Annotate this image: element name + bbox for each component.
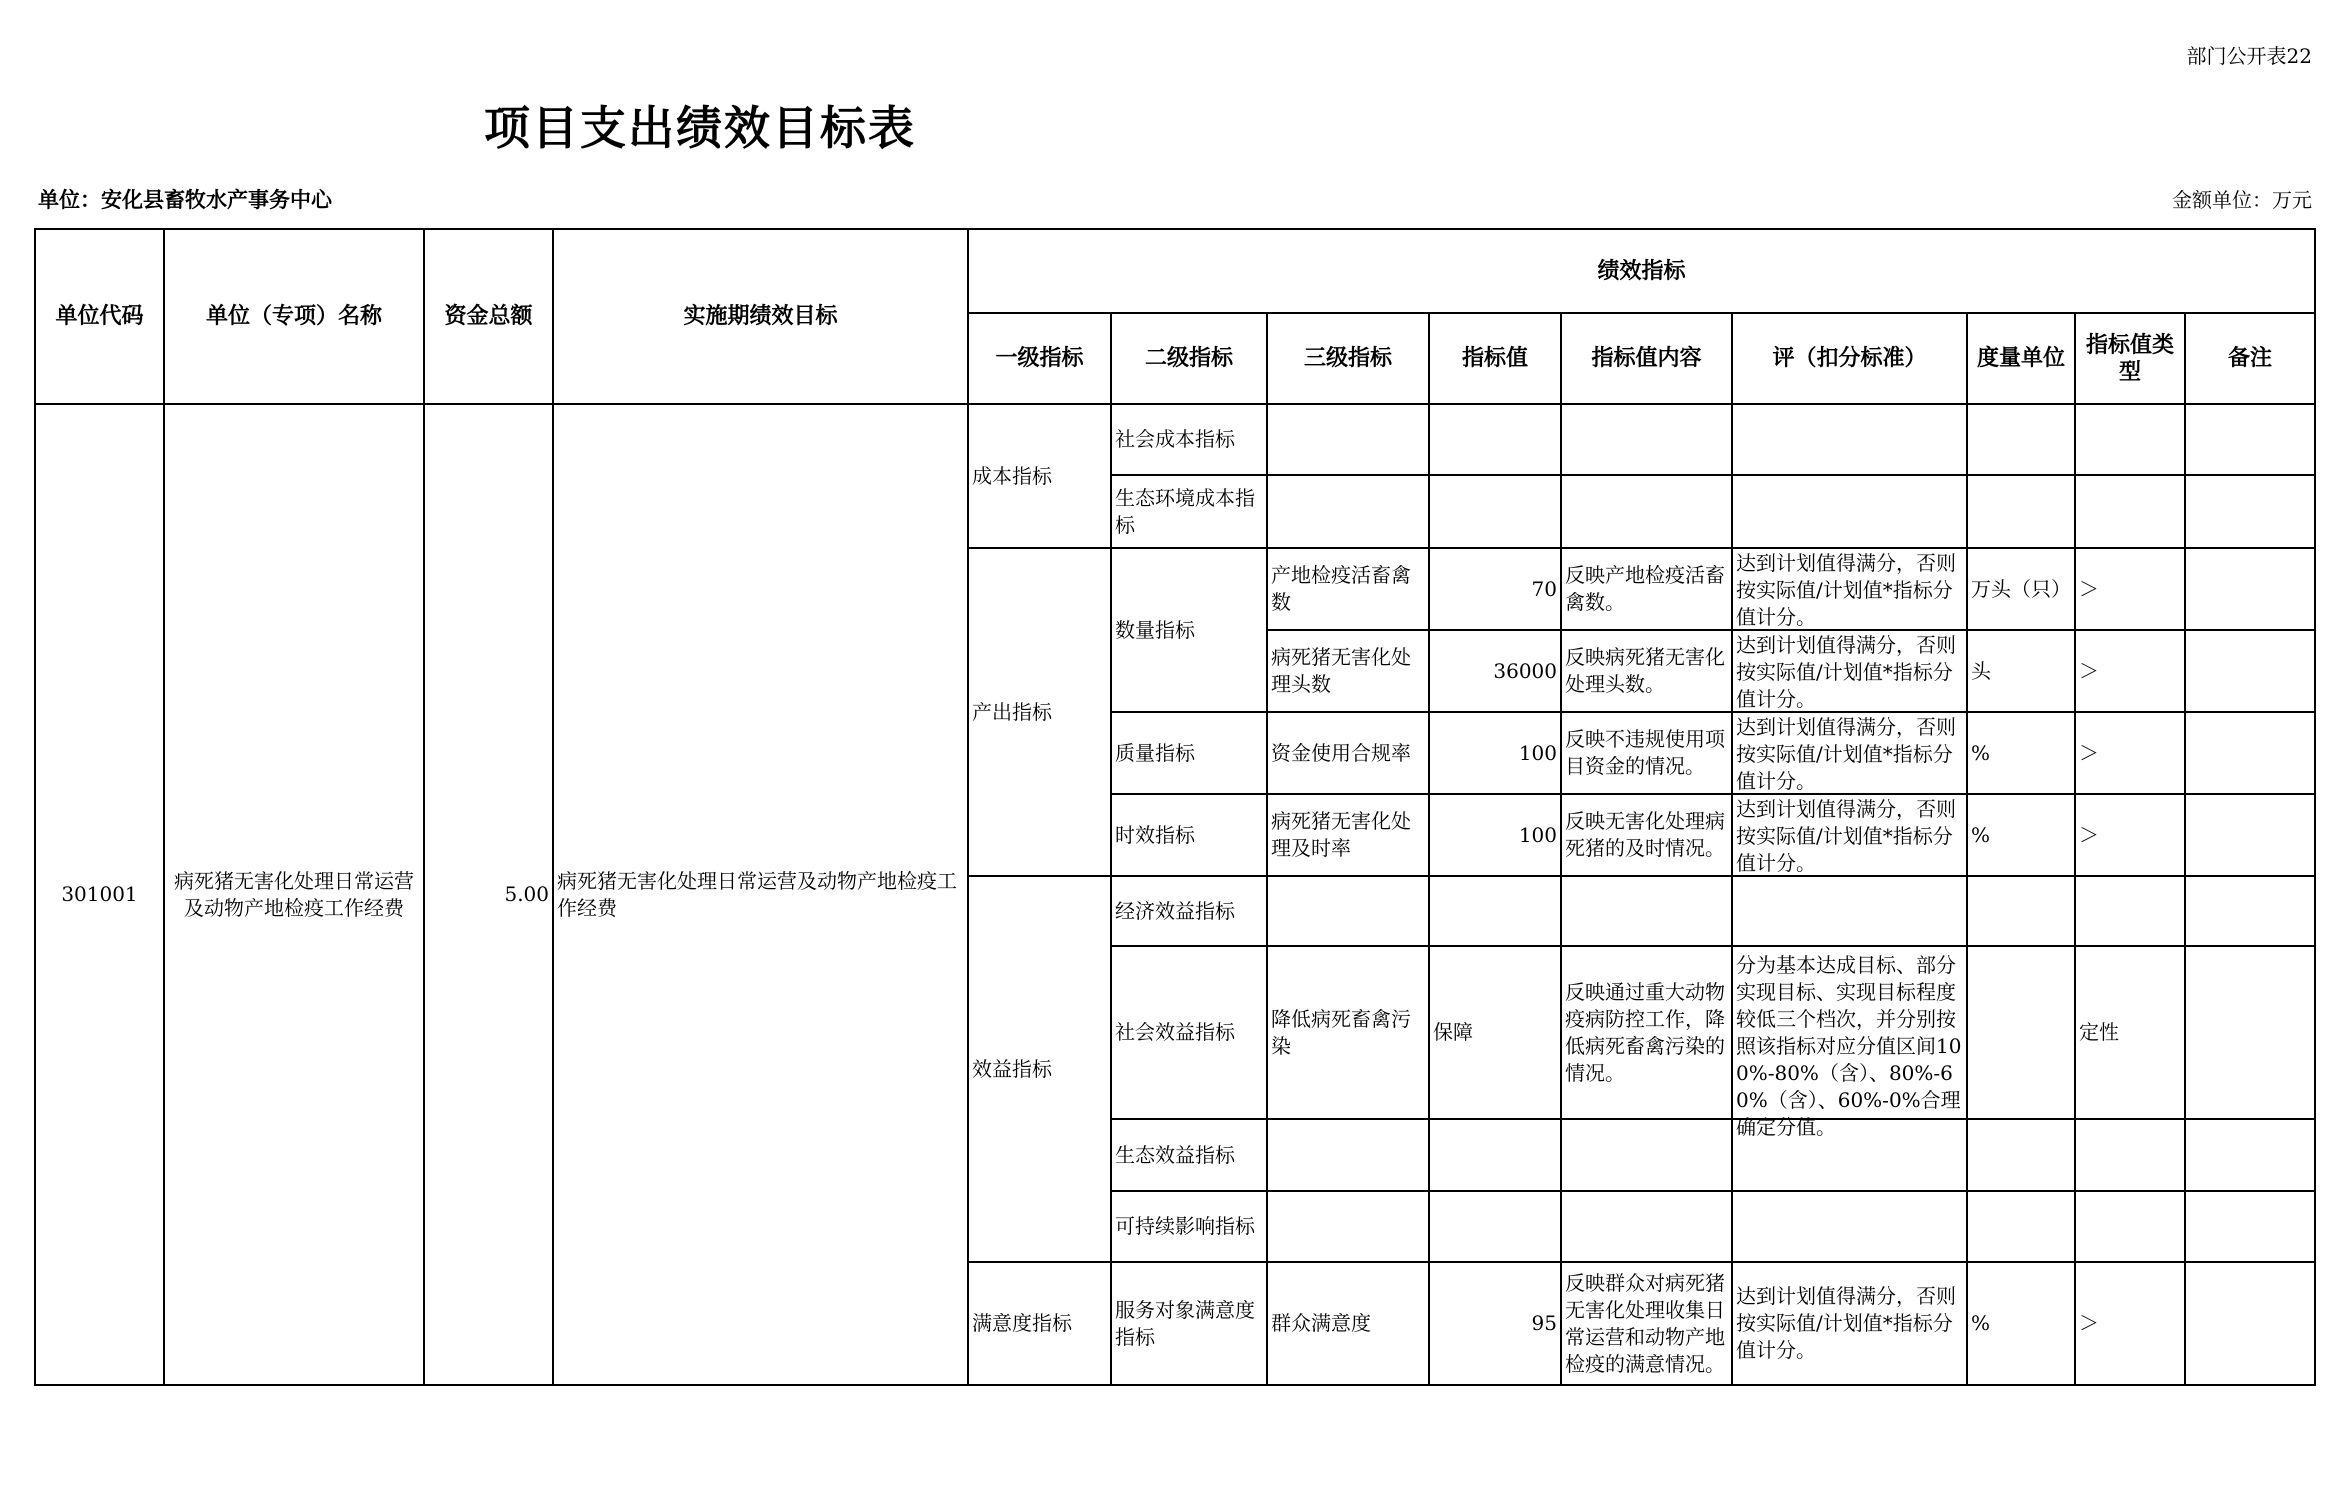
level3-cell: 病死猪无害化处理头数	[1267, 630, 1429, 712]
page-title: 项目支出绩效目标表	[484, 101, 916, 155]
scoring-cell	[1732, 946, 1967, 1139]
level1-cell: 成本指标	[968, 404, 1111, 548]
remark-cell	[2185, 876, 2315, 946]
unit-label: 单位：安化县畜牧水产事务中心	[38, 187, 332, 212]
remark-cell	[2185, 475, 2315, 548]
unit-cell	[1967, 404, 2075, 475]
value-cell	[1429, 876, 1561, 946]
remark-cell	[2185, 946, 2315, 1119]
content-cell	[1561, 404, 1732, 475]
level2-cell: 质量指标	[1111, 712, 1267, 794]
unit-cell: %	[1967, 1262, 2075, 1385]
type-cell	[2075, 1191, 2185, 1262]
content-text: 反映群众对病死猪无害化处理收集日常运营和动物产地检疫的满意情况。	[1565, 1270, 1725, 1376]
table-row	[35, 404, 2315, 475]
type-cell: ＞	[2075, 712, 2185, 794]
level3-cell	[1267, 404, 1429, 475]
level3-cell: 病死猪无害化处理及时率	[1267, 794, 1429, 876]
remark-cell	[2185, 794, 2315, 876]
type-cell	[2075, 876, 2185, 946]
content-cell	[1561, 475, 1732, 548]
header-level1: 一级指标	[968, 313, 1111, 404]
unit-cell: 万头（只）	[1967, 548, 2075, 630]
unit-cell	[1967, 876, 2075, 946]
level2-cell: 生态效益指标	[1111, 1119, 1267, 1191]
remark-cell	[2185, 712, 2315, 794]
value-cell	[1429, 404, 1561, 475]
total-funds-cell: 5.00	[424, 404, 553, 1385]
header-level3: 三级指标	[1267, 313, 1429, 404]
remark-cell	[2185, 548, 2315, 630]
type-cell	[2075, 404, 2185, 475]
level1-cell: 产出指标	[968, 548, 1111, 876]
unit-name-cell: 病死猪无害化处理日常运营及动物产地检疫工作经费	[164, 404, 424, 1385]
scoring-cell	[1732, 712, 1967, 794]
value-cell	[1429, 475, 1561, 548]
content-cell: 反映通过重大动物疫病防控工作，降低病死畜禽污染的情况。	[1561, 946, 1732, 1119]
level1-cell: 效益指标	[968, 876, 1111, 1262]
content-text: 反映产地检疫活畜禽数。	[1565, 563, 1725, 614]
remark-cell	[2185, 1119, 2315, 1191]
level3-cell: 降低病死畜禽污染	[1267, 946, 1429, 1119]
money-unit-label: 金额单位：万元	[2172, 188, 2312, 212]
header-measure-unit: 度量单位	[1967, 313, 2075, 404]
scoring-text: 达到计划值得满分，否则按实际值/计划值*指标分值计分。	[1736, 797, 1956, 875]
value-cell: 100	[1429, 794, 1561, 876]
value-cell: 保障	[1429, 946, 1561, 1119]
scoring-cell	[1732, 404, 1967, 475]
remark-cell	[2185, 630, 2315, 712]
content-text: 反映不违规使用项目资金的情况。	[1565, 727, 1725, 778]
scoring-text: 达到计划值得满分，否则按实际值/计划值*指标分值计分。	[1736, 715, 1956, 793]
unit-cell	[1967, 1119, 2075, 1191]
level2-cell: 社会效益指标	[1111, 946, 1267, 1119]
header-goal: 实施期绩效目标	[553, 229, 968, 404]
value-cell: 100	[1429, 712, 1561, 794]
form-code: 部门公开表22	[2186, 44, 2312, 68]
type-cell: ＞	[2075, 548, 2185, 630]
unit-cell	[1967, 475, 2075, 548]
header-unit-code: 单位代码	[35, 229, 164, 404]
level2-cell: 生态环境成本指标	[1111, 475, 1267, 548]
type-cell: 定性	[2075, 946, 2185, 1119]
content-cell	[1561, 1191, 1732, 1262]
level3-cell	[1267, 1119, 1429, 1191]
header-value-type: 指标值类型	[2075, 313, 2185, 404]
scoring-cell	[1732, 548, 1967, 630]
level3-cell: 群众满意度	[1267, 1262, 1429, 1385]
remark-cell	[2185, 404, 2315, 475]
content-cell	[1561, 1119, 1732, 1191]
header-scoring: 评（扣分标准）	[1732, 313, 1967, 404]
content-text: 反映无害化处理病死猪的及时情况。	[1565, 809, 1725, 860]
level2-cell: 服务对象满意度指标	[1111, 1262, 1267, 1385]
scoring-cell	[1732, 876, 1967, 946]
level2-cell: 可持续影响指标	[1111, 1191, 1267, 1262]
type-cell	[2075, 1119, 2185, 1191]
content-cell	[1561, 712, 1732, 794]
content-cell	[1561, 876, 1732, 946]
content-cell	[1561, 548, 1732, 630]
value-cell: 36000	[1429, 630, 1561, 712]
unit-cell	[1967, 1191, 2075, 1262]
content-cell	[1561, 794, 1732, 876]
value-cell	[1429, 1191, 1561, 1262]
type-cell: ＞	[2075, 1262, 2185, 1385]
unit-cell: %	[1967, 712, 2075, 794]
unit-cell: %	[1967, 794, 2075, 876]
scoring-cell	[1732, 475, 1967, 548]
unit-code-cell: 301001	[35, 404, 164, 1385]
header-value-content: 指标值内容	[1561, 313, 1732, 404]
level2-cell: 时效指标	[1111, 794, 1267, 876]
content-text: 反映病死猪无害化处理头数。	[1565, 645, 1725, 696]
level3-cell: 产地检疫活畜禽数	[1267, 548, 1429, 630]
header-indicators: 绩效指标	[968, 229, 2315, 313]
value-cell	[1429, 1119, 1561, 1191]
remark-cell	[2185, 1262, 2315, 1385]
content-cell	[1561, 630, 1732, 712]
header-unit-name: 单位（专项）名称	[164, 229, 424, 404]
type-cell: ＞	[2075, 630, 2185, 712]
level1-cell: 满意度指标	[968, 1262, 1111, 1385]
value-cell: 95	[1429, 1262, 1561, 1385]
unit-cell	[1967, 946, 2075, 1119]
value-cell: 70	[1429, 548, 1561, 630]
goal-cell: 病死猪无害化处理日常运营及动物产地检疫工作经费	[553, 404, 968, 1385]
level2-cell: 社会成本指标	[1111, 404, 1267, 475]
scoring-cell	[1732, 794, 1967, 876]
type-cell: ＞	[2075, 794, 2185, 876]
header-total-funds: 资金总额	[424, 229, 553, 404]
level3-cell	[1267, 876, 1429, 946]
level3-cell	[1267, 1191, 1429, 1262]
content-cell	[1561, 1262, 1732, 1385]
level2-cell: 数量指标	[1111, 548, 1267, 712]
performance-table	[34, 228, 2316, 1386]
unit-cell: 头	[1967, 630, 2075, 712]
header-remarks: 备注	[2185, 313, 2315, 404]
remark-cell	[2185, 1191, 2315, 1262]
type-cell	[2075, 475, 2185, 548]
header-level2: 二级指标	[1111, 313, 1267, 404]
scoring-text: 达到计划值得满分，否则按实际值/计划值*指标分值计分。	[1736, 551, 1956, 629]
scoring-cell	[1732, 630, 1967, 712]
level3-cell: 资金使用合规率	[1267, 712, 1429, 794]
scoring-text: 分为基本达成目标、部分实现目标、实现目标程度较低三个档次，并分别按照该指标对应分值区间100%-80%（含）、80%-60%（含）、60%-0%合理确定分值。	[1736, 952, 1962, 1139]
header-value: 指标值	[1429, 313, 1561, 404]
scoring-cell: 达到计划值得满分，否则按实际值/计划值*指标分值计分。	[1732, 1262, 1967, 1385]
scoring-text: 达到计划值得满分，否则按实际值/计划值*指标分值计分。	[1736, 633, 1956, 711]
level3-cell	[1267, 475, 1429, 548]
scoring-cell	[1732, 1191, 1967, 1262]
level2-cell: 经济效益指标	[1111, 876, 1267, 946]
